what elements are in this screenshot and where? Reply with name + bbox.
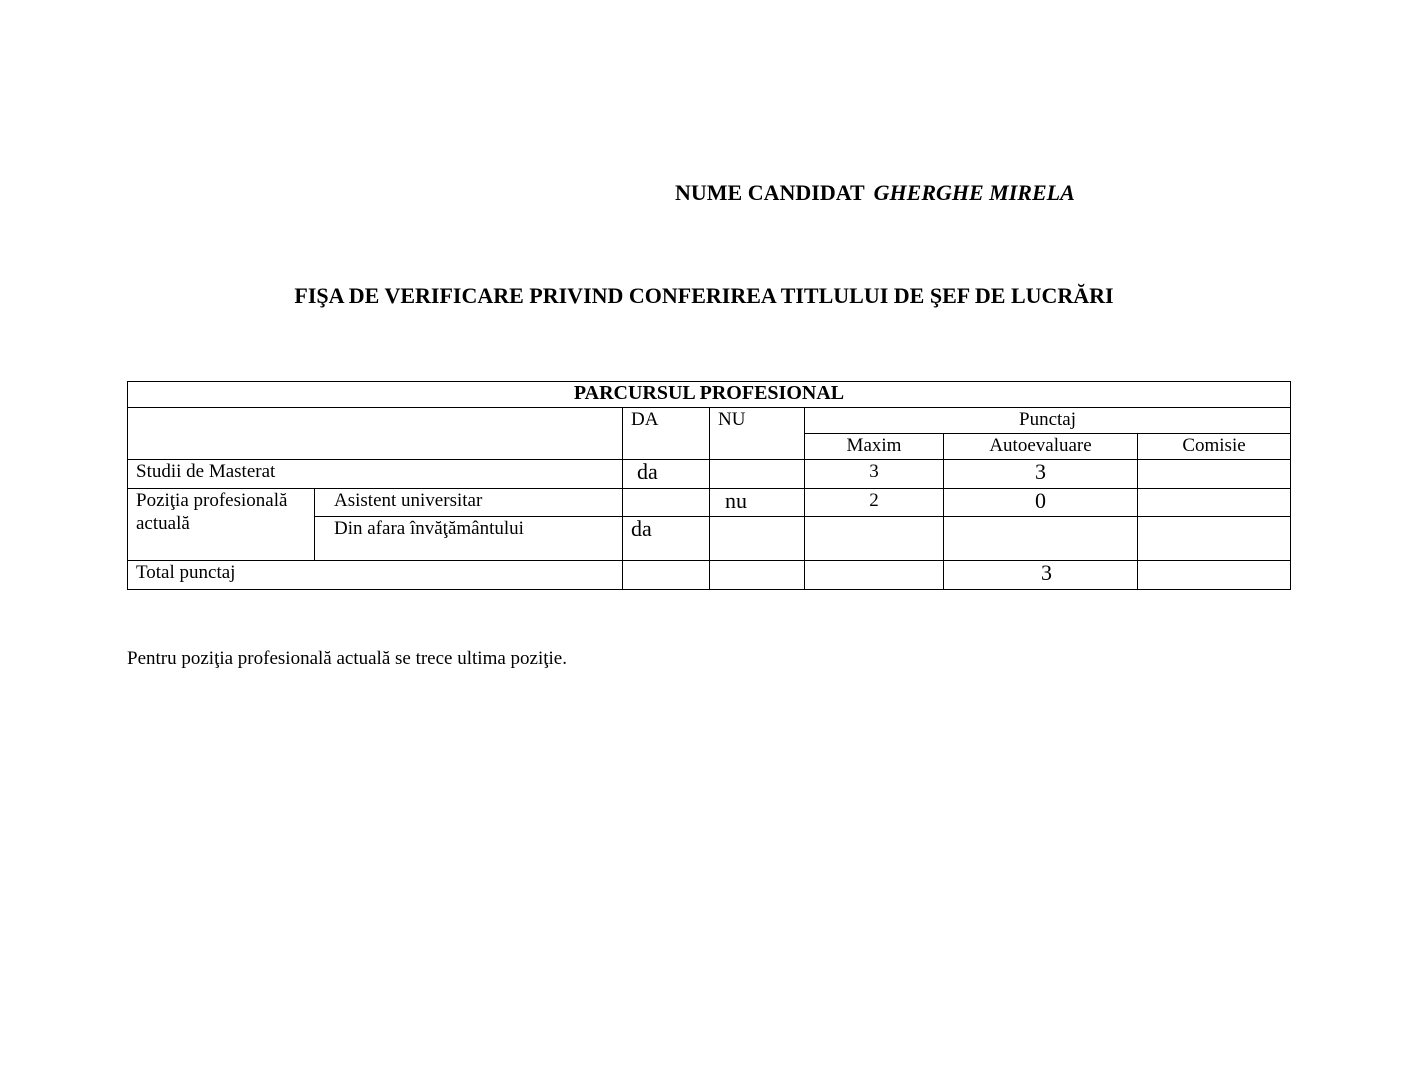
- header-autoevaluare: Autoevaluare: [944, 434, 1138, 460]
- row-asistent-label: Asistent universitar: [315, 489, 623, 517]
- candidate-line: [675, 180, 1075, 206]
- row-total-label: Total punctaj: [128, 561, 623, 590]
- header-comisie: Comisie: [1138, 434, 1291, 460]
- row-total-maxim: [805, 561, 944, 590]
- row-masterat-comisie: [1138, 460, 1291, 489]
- section-header-row: [128, 382, 1291, 408]
- row-masterat-autoevaluare: 3: [944, 460, 1138, 489]
- candidate-label: NUME CANDIDAT: [675, 180, 865, 205]
- row-pozitia-label: Poziţia profesională actuală: [128, 489, 315, 561]
- row-total-da: [623, 561, 710, 590]
- row-masterat: [128, 460, 1291, 489]
- row-masterat-da: da: [623, 460, 710, 489]
- header-row-1: [128, 408, 1291, 434]
- row-din-afara-comisie: [1138, 517, 1291, 561]
- evaluation-table: [127, 381, 1291, 590]
- row-asistent-autoevaluare: 0: [944, 489, 1138, 517]
- row-din-afara-da: da: [623, 517, 710, 561]
- row-masterat-maxim: 3: [805, 460, 944, 489]
- row-din-afara-nu: [710, 517, 805, 561]
- row-asistent: [128, 489, 1291, 517]
- header-punctaj: Punctaj: [805, 408, 1291, 434]
- row-total-autoevaluare: 3: [944, 561, 1138, 590]
- footnote: Pentru poziţia profesională actuală se trece ultima poziţie.: [127, 648, 567, 669]
- section-title: PARCURSUL PROFESIONAL: [128, 382, 1291, 408]
- row-din-afara-maxim: [805, 517, 944, 561]
- document-title: FIŞA DE VERIFICARE PRIVIND CONFERIREA TITLULUI DE ŞEF DE LUCRĂRI: [294, 283, 1114, 308]
- row-din-afara-autoevaluare: [944, 517, 1138, 561]
- row-asistent-nu: nu: [710, 489, 805, 517]
- row-asistent-da: [623, 489, 710, 517]
- row-total-comisie: [1138, 561, 1291, 590]
- row-asistent-comisie: [1138, 489, 1291, 517]
- row-total-nu: [710, 561, 805, 590]
- candidate-name: GHERGHE MIRELA: [873, 180, 1075, 205]
- row-masterat-label: Studii de Masterat: [128, 460, 623, 489]
- header-empty-cell: [128, 408, 623, 460]
- header-maxim: Maxim: [805, 434, 944, 460]
- row-masterat-nu: [710, 460, 805, 489]
- row-din-afara-label: Din afara învăţământului: [315, 517, 623, 561]
- header-da: DA: [623, 408, 710, 460]
- row-total: [128, 561, 1291, 590]
- header-nu: NU: [710, 408, 805, 460]
- row-asistent-maxim: 2: [805, 489, 944, 517]
